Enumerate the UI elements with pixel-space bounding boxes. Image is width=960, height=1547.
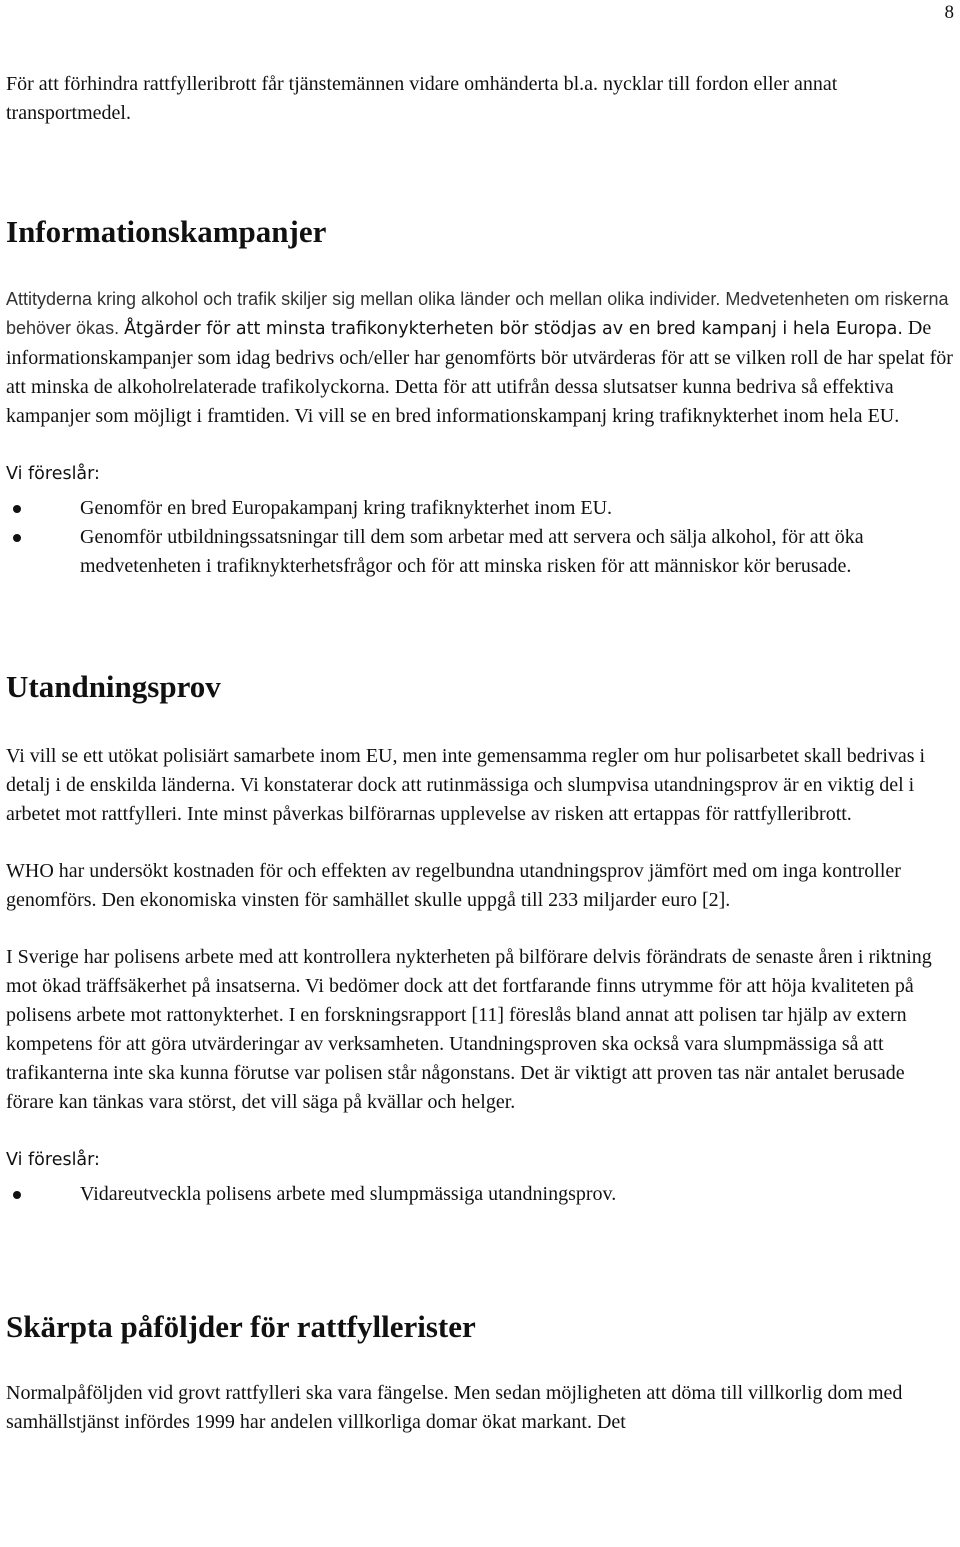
section2-proposal-label: Vi föreslår: bbox=[6, 1150, 100, 1170]
section2-bullet-list bbox=[6, 1180, 954, 1209]
page-number: 8 bbox=[944, 2, 954, 23]
list-item: Genomför utbildningssatsningar till dem som arbetar med att servera och sälja alkohol, för att öka medvetenheten i trafiknykterhetsfrågor och för att minska risken för att människor kör berusade. bbox=[6, 523, 954, 581]
section1-text-sans: Attityderna kring alkohol och trafik skiljer sig mellan olika länder och mellan olika individer. Medvetenheten om riskerna behöver ökas. bbox=[6, 289, 949, 338]
section1-proposal-label: Vi föreslår: bbox=[6, 464, 100, 484]
section2-paragraph-2: WHO har undersökt kostnaden för och effekten av regelbundna utandningsprov jämfört med om inga kontroller genomförs. Den ekonomiska vinsten för samhället skulle uppgå till 233 miljarder euro [2]. bbox=[6, 860, 901, 911]
bullet-icon bbox=[13, 505, 21, 513]
section1-bullet-list bbox=[6, 494, 954, 581]
section3-paragraph: Normalpåföljden vid grovt rattfylleri ska vara fängelse. Men sedan möjligheten att döma till villkorlig dom med samhällstjänst infördes 1999 har andelen villkorliga domar ökat markant. Det bbox=[6, 1382, 903, 1433]
list-item: Vidareutveckla polisens arbete med slumpmässiga utandningsprov. bbox=[6, 1180, 954, 1209]
intro-paragraph: För att förhindra rattfylleribrott får tjänstemännen vidare omhänderta bl.a. nycklar till fordon eller annat transportmedel. bbox=[6, 73, 838, 124]
section1-paragraph bbox=[6, 285, 954, 431]
heading-utandningsprov: Utandningsprov bbox=[6, 669, 221, 704]
list-item: Genomför en bred Europakampanj kring trafiknykterhet inom EU. bbox=[6, 494, 954, 523]
bullet-icon bbox=[13, 534, 21, 542]
section2-paragraph-3: I Sverige har polisens arbete med att kontrollera nykterheten på bilförare delvis förändrats de senaste åren i riktning mot ökad träffsäkerhet på insatserna. Vi bedömer dock att det fortfarande finns utrymme för att höja kvaliteten på polisens arbete mot rattonykterhet. I en forskningsrapport [11] föreslås bland annat att polisen tar hjälp av extern kompetens för att göra utvärderingar av verksamheten. Utandningsproven ska också vara slumpmässiga så att trafikanterna inte ska kunna förutse var polisen står någonstans. Det är viktigt att proven tas när antalet berusade förare kan tänkas vara störst, det vill säga på kvällar och helger. bbox=[6, 946, 932, 1113]
bullet-icon bbox=[13, 1191, 21, 1199]
section1-text-rest: De informationskampanjer som idag bedrivs och/eller har genomförts bör utvärderas för att se vilken roll de har spelat för att minska de alkoholrelaterade trafikolyckorna. Detta för att utifrån dessa slutsatser kunna bedriva så effektiva kampanjer som möjligt i framtiden. Vi vill se en bred informationskampanj kring trafiknykterhet inom hela EU. bbox=[6, 317, 953, 427]
heading-skarpta-pafoljder: Skärpta påföljder för rattfyllerister bbox=[6, 1309, 476, 1344]
section2-paragraph-1: Vi vill se ett utökat polisiärt samarbete inom EU, men inte gemensamma regler om hur polisarbetet skall bedrivas i detalj i de enskilda länderna. Vi konstaterar dock att rutinmässiga och slumpvisa utandningsprov är en viktig del i arbetet mot rattfylleri. Inte minst påverkas bilförarnas upplevelse av risken att ertappas för rattfylleribrott. bbox=[6, 745, 926, 825]
section1-text-mixed: Åtgärder för att minsta trafikonykterheten bör stödjas av en bred kampanj i hela Europa. bbox=[124, 319, 903, 339]
document-body bbox=[6, 70, 954, 1437]
heading-informationskampanjer: Informationskampanjer bbox=[6, 214, 327, 249]
